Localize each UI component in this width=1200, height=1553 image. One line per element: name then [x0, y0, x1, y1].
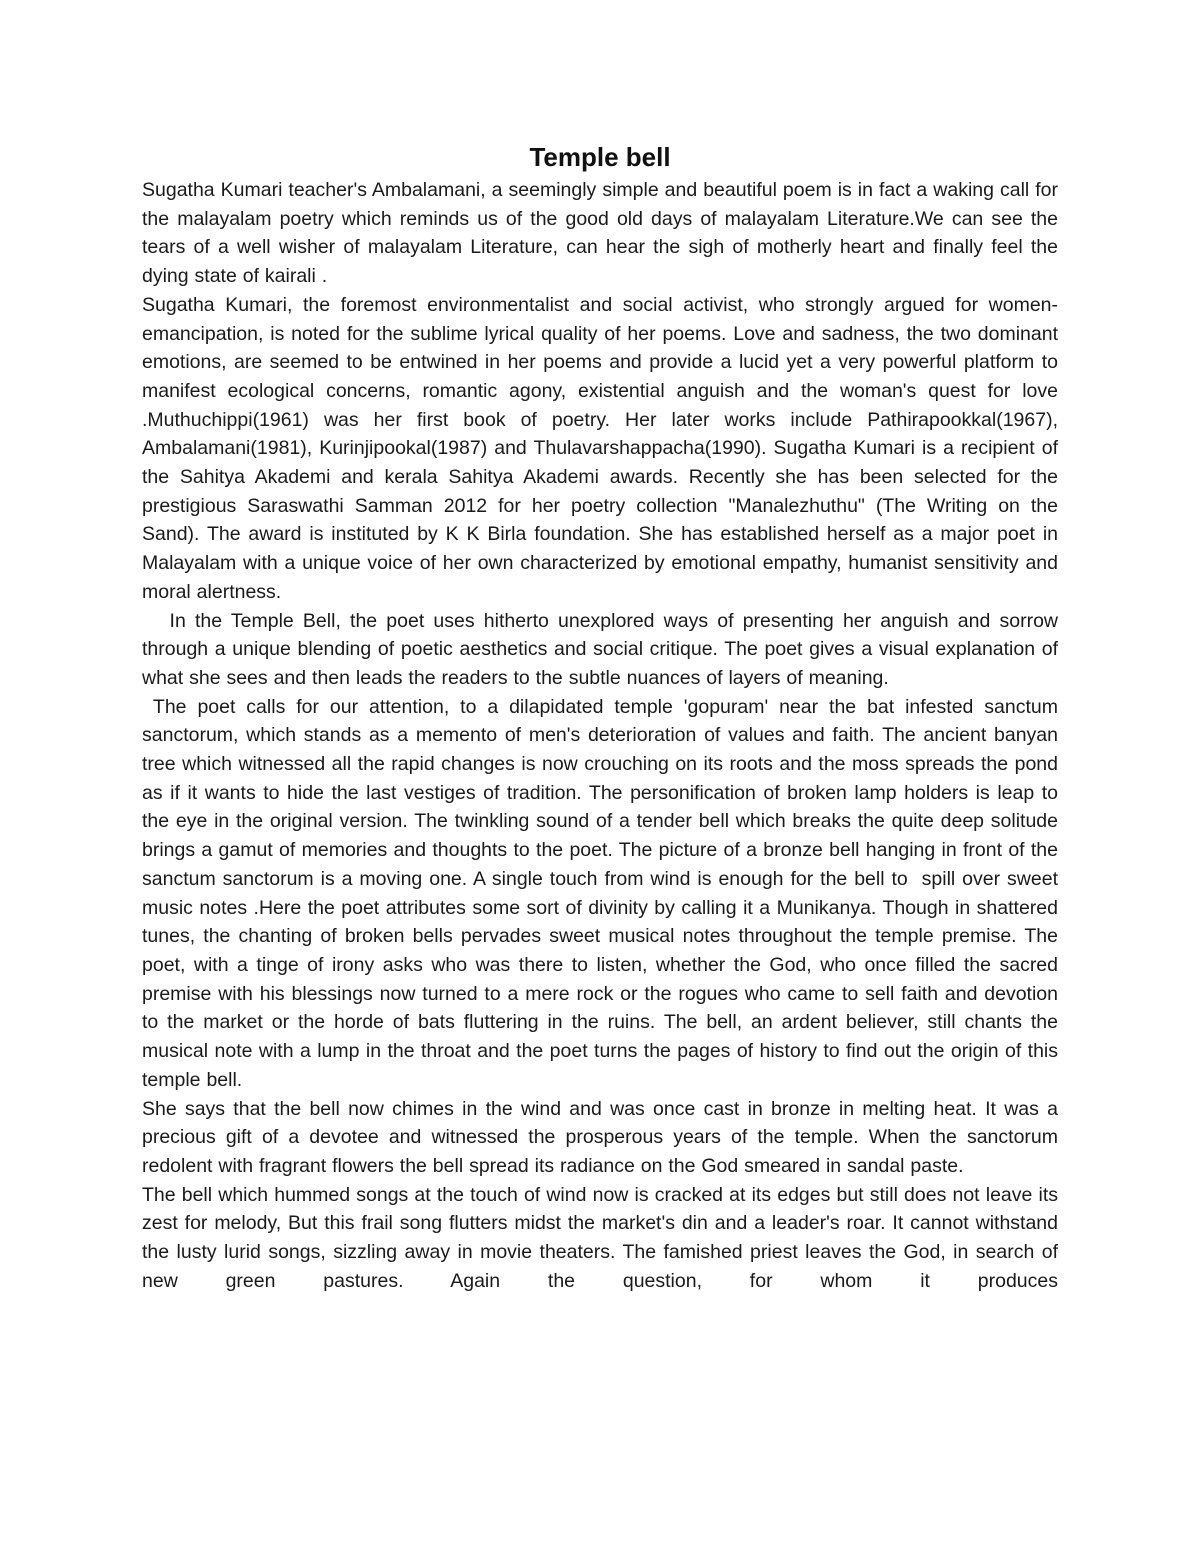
- paragraph-bronze-bell: She says that the bell now chimes in the wind and was once cast in bronze in melting heat. It was a precious gift of a devotee and witnessed the prosperous years of the temple. When the sanctorum redolent with fragrant flowers the bell spread its radiance on the God smeared in sandal paste.: [142, 1097, 1058, 1177]
- paragraph-cracked-bell: The bell which hummed songs at the touch of wind now is cracked at its edges but still does not leave its zest for melody, But this frail song flutters midst the market's din and a leader's roar. It cannot withstand the lusty lurid songs, sizzling away in movie theaters. The famished priest leaves the God, in search of new green pastures. Again the question, for whom it produces: [142, 1183, 1058, 1292]
- document-title: Temple bell: [529, 142, 671, 172]
- paragraph-temple-bell-overview: In the Temple Bell, the poet uses hitherto unexplored ways of presenting her anguish and sorrow through a unique blending of poetic aesthetics and social critique. The poet gives a visual explanation of what she sees and then leads the readers to the subtle nuances of layers of meaning.: [142, 609, 1070, 689]
- document-body: [142, 176, 1070, 1295]
- document-page: [142, 138, 1070, 1295]
- paragraph-biography: Sugatha Kumari, the foremost environmentalist and social activist, who strongly argued for women- emancipation, is noted for the sublime lyrical quality of her poems. Love and sadness, the two dominant emotions, are seemed to be entwined in her poems and provide a lucid yet a very powerful platform to manifest ecological concerns, romantic agony, existential anguish and the woman's quest for love .Muthuchippi(1961) was her first book of poetry. Her later works include Pathirapookkal(1967), Ambalamani(1981), Kurinjipookal(1987) and Thulavarshappacha(1990). Sugatha Kumari is a recipient of the Sahitya Akademi and kerala Sahitya Akademi awards. Recently she has been selected for the prestigious Saraswathi Samman 2012 for her poetry collection "Manalezhuthu" (The Writing on the Sand). The award is instituted by K K Birla foundation. She has established herself as a major poet in Malayalam with a unique voice of her own characterized by emotional empathy, humanist sensitivity and moral alertness.: [142, 293, 1058, 603]
- paragraph-intro: Sugatha Kumari teacher's Ambalamani, a seemingly simple and beautiful poem is in fact a waking call for the malayalam poetry which reminds us of the good old days of malayalam Literature.We can see the tears of a well wisher of malayalam Literature, can hear the sigh of motherly heart and finally feel the dying state of kairali .: [142, 179, 1058, 288]
- paragraph-gopuram: The poet calls for our attention, to a dilapidated temple 'gopuram' near the bat infested sanctum sanctorum, which stands as a memento of men's deterioration of values and faith. The ancient banyan tree which witnessed all the rapid changes is now crouching on its roots and the moss spreads the pond as if it wants to hide the last vestiges of tradition. The personification of broken lamp holders is leap to the eye in the original version. The twinkling sound of a tender bell which breaks the quite deep solitude brings a gamut of memories and thoughts to the poet. The picture of a bronze bell hanging in front of the sanctum sanctorum is a moving one. A single touch from wind is enough for the bell to spill over sweet music notes .Here the poet attributes some sort of divinity by calling it a Munikanya. Though in shattered tunes, the chanting of broken bells pervades sweet musical notes throughout the temple premise. The poet, with a tinge of irony asks who was there to listen, whether the God, who once filled the sacred premise with his blessings now turned to a mere rock or the rogues who came to sell faith and devotion to the market or the horde of bats fluttering in the ruins. The bell, an ardent believer, still chants the musical note with a lump in the throat and the poet turns the pages of history to find out the origin of this temple bell.: [142, 695, 1064, 1091]
